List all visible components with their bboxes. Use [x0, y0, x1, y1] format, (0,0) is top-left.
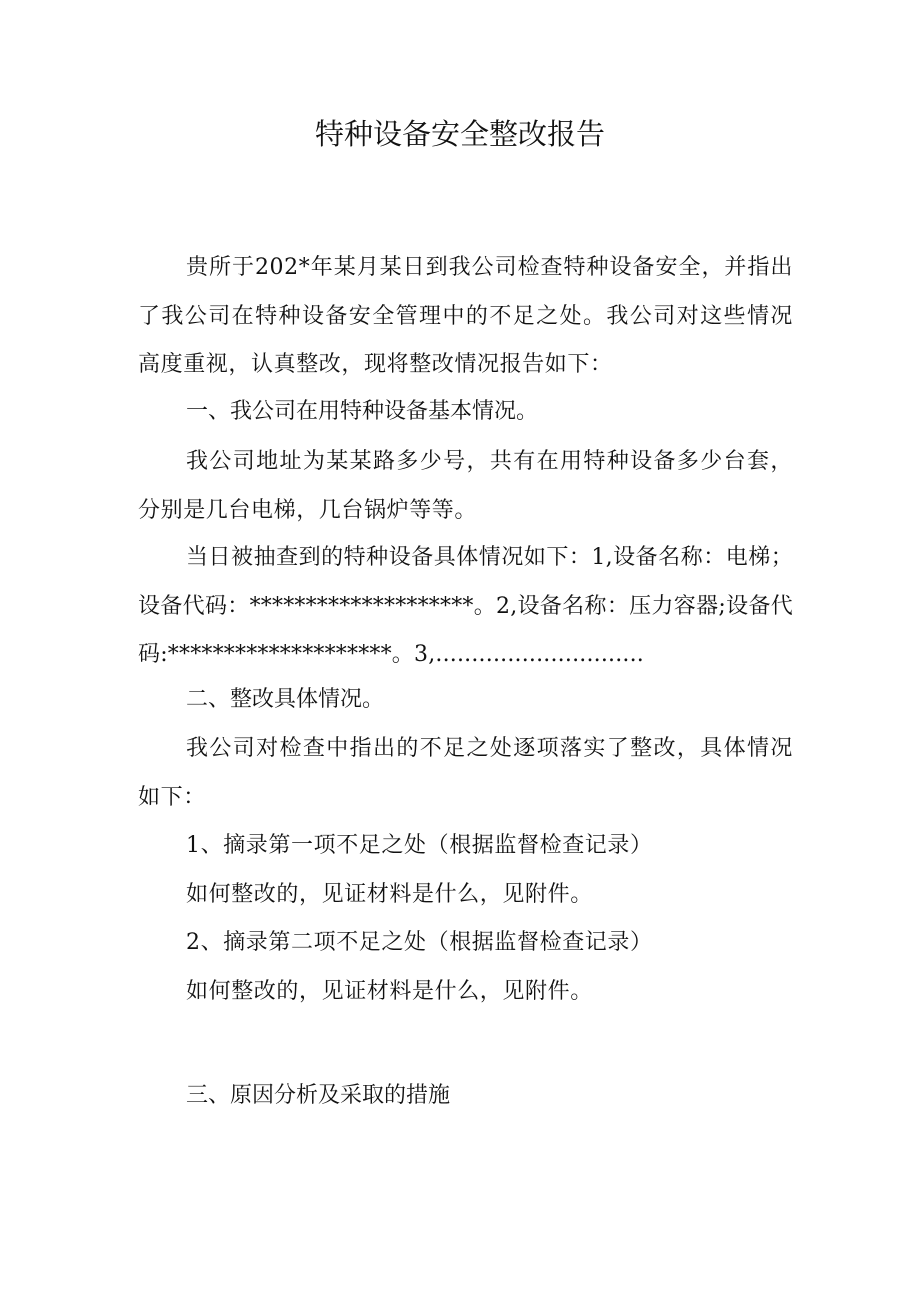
section-1-heading: 一、我公司在用特种设备基本情况。 — [186, 399, 539, 424]
issue-item-2: 2、摘录第二项不足之处（根据监督检查记录） — [186, 930, 653, 955]
section-3-heading: 三、原因分析及采取的措施 — [186, 1083, 451, 1108]
section-1-paragraph-1: 我公司地址为某某路多少号，共有在用特种设备多少台套，分别是几台电梯，几台锅炉等等。 — [138, 449, 793, 523]
remedy-item-1: 如何整改的，见证材料是什么，见附件。 — [186, 882, 593, 907]
document-title: 特种设备安全整改报告 — [314, 117, 605, 151]
section-2-heading: 二、整改具体情况。 — [186, 687, 385, 712]
section-2-paragraph: 我公司对检查中指出的不足之处逐项落实了整改，具体情况如下： — [138, 736, 793, 810]
remedy-item-2: 如何整改的，见证材料是什么，见附件。 — [186, 979, 593, 1004]
section-1-paragraph-2: 当日被抽查到的特种设备具体情况如下：1,设备名称：电梯；设备代码：********************。2,设备名称：压力容器;设备代码:********************。3,............................. — [138, 545, 793, 667]
issue-item-1: 1、摘录第一项不足之处（根据监督检查记录） — [186, 833, 653, 858]
intro-paragraph: 贵所于202*年某月某日到我公司检查特种设备安全，并指出了我公司在特种设备安全管理中的不足之处。我公司对这些情况高度重视，认真整改，现将整改情况报告如下： — [138, 255, 793, 377]
